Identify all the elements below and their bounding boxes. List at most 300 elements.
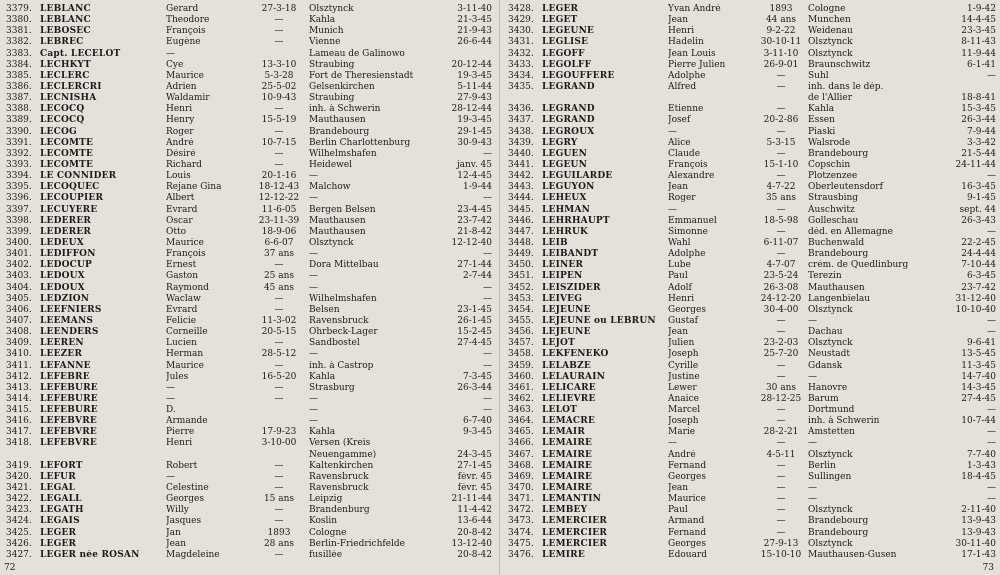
register-row <box>6 93 493 104</box>
death-date: 27-4-45 <box>457 338 492 349</box>
surname: LECOQUEC <box>40 182 100 193</box>
place-of-death: — <box>309 393 318 404</box>
birth-date: — <box>776 148 786 159</box>
entry-number: 3418. <box>6 438 32 449</box>
death-date: févr. 45 <box>457 471 492 482</box>
surname: LEGET <box>542 15 578 26</box>
register-row <box>6 427 493 438</box>
place-of-death: Piaski <box>808 126 836 137</box>
first-name: Claude <box>668 148 701 159</box>
surname: LEGRAND <box>542 81 595 92</box>
first-name: Roger <box>166 126 194 137</box>
birth-date: 37 ans <box>263 249 295 260</box>
register-row <box>6 349 493 360</box>
entry-number: 3474. <box>508 527 534 538</box>
first-name: Gustaf <box>668 315 698 326</box>
place-of-death: fusillée <box>309 549 343 560</box>
death-date: 23-4-45 <box>457 204 492 215</box>
place-of-death: — <box>309 405 318 416</box>
first-name: Waclaw <box>166 293 201 304</box>
birth-date: 10-7-15 <box>261 137 297 148</box>
birth-date: — <box>274 382 284 393</box>
birth-date: — <box>274 37 284 48</box>
left-register <box>6 4 493 561</box>
register-row <box>508 104 994 115</box>
entry-number: 3407. <box>6 315 32 326</box>
surname: LECNISHA <box>40 93 97 104</box>
place-of-death: Ravensbruck <box>309 471 369 482</box>
first-name: Marie <box>668 427 696 438</box>
page-number-left: 72 <box>4 563 16 573</box>
death-date: 7-9-44 <box>967 126 996 137</box>
place-of-death: Gelsenkirchen <box>309 81 375 92</box>
place-of-death: Berlin <box>808 460 836 471</box>
entry-number: 3438. <box>508 126 534 137</box>
birth-date: — <box>274 304 284 315</box>
page-number-right: 73 <box>982 563 994 573</box>
register-row <box>508 516 994 527</box>
death-date: — <box>483 293 492 304</box>
death-date: 26-6-44 <box>457 37 492 48</box>
death-date: janv. 45 <box>456 159 492 170</box>
entry-number: 3406. <box>6 304 32 315</box>
first-name: Henri <box>668 26 695 37</box>
entry-number: 3434. <box>508 70 534 81</box>
register-row <box>6 383 493 394</box>
surname: LEMBEY <box>542 505 588 516</box>
place-of-death: Leipzig <box>309 494 343 505</box>
first-name: Pierre Julien <box>668 59 726 70</box>
place-of-death: Mauthausen <box>808 282 865 293</box>
first-name: Adolphe <box>668 249 706 260</box>
death-date: 20-8-42 <box>457 527 492 538</box>
death-date: 26-3-44 <box>457 382 492 393</box>
birth-date: 27-9-13 <box>763 538 799 549</box>
first-name: Lewer <box>668 382 697 393</box>
register-row <box>508 438 994 449</box>
register-row <box>508 394 994 405</box>
first-name: Adrien <box>166 81 197 92</box>
birth-date: 30-4-00 <box>763 304 799 315</box>
surname: LELIEVRE <box>542 393 596 404</box>
surname: LECHKYT <box>40 59 91 70</box>
place-of-death: Dora Mittelbau <box>309 260 379 271</box>
place-of-death: Cologne <box>808 4 846 14</box>
death-date: — <box>483 148 492 159</box>
surname: LECOG <box>40 126 77 137</box>
register-row <box>508 528 994 539</box>
first-name: Josef <box>668 115 691 126</box>
place-of-death: inh. à Castrop <box>309 360 374 371</box>
birth-date: — <box>776 360 786 371</box>
death-date: 14-3-45 <box>961 382 996 393</box>
place-of-death: Hanovre <box>808 382 848 393</box>
entry-number: 3468. <box>508 460 534 471</box>
place-of-death: Mauthausen <box>309 215 366 226</box>
register-row <box>508 427 994 438</box>
place-of-death: Berlin Charlottenburg <box>309 137 411 148</box>
first-name: — <box>668 126 677 137</box>
register-row <box>6 294 493 305</box>
entry-number: 3417. <box>6 427 32 438</box>
entry-number: 3415. <box>6 405 32 416</box>
surname: LEIB <box>542 237 568 248</box>
death-date: 23-3-45 <box>961 26 996 37</box>
entry-number: 3430. <box>508 26 534 37</box>
birth-date: 15-10-10 <box>760 549 802 560</box>
birth-date: — <box>776 416 786 427</box>
register-row <box>508 383 994 394</box>
first-name: Hadelin <box>668 37 704 48</box>
death-date: 6-3-45 <box>967 271 996 282</box>
first-name: Louis <box>166 171 191 182</box>
death-date: 23-7-42 <box>961 282 996 293</box>
register-row <box>6 516 493 527</box>
birth-date: 4-7-07 <box>766 260 796 271</box>
place-of-death: Olsztynck <box>808 338 853 349</box>
surname: LEDERER <box>40 215 92 226</box>
register-row <box>508 539 994 550</box>
place-of-death: Amstetten <box>808 427 855 438</box>
birth-date: 5-3-15 <box>766 137 796 148</box>
register-row <box>508 483 994 494</box>
death-date: 27-9-43 <box>457 93 492 104</box>
surname: LECLERCRI <box>40 81 102 92</box>
entry-number: 3423. <box>6 505 32 516</box>
entry-number: 3463. <box>508 405 534 416</box>
death-date: — <box>987 70 996 81</box>
birth-date: 30-10-11 <box>760 37 802 48</box>
surname: LEFEBURE <box>40 393 98 404</box>
birth-date: — <box>274 26 284 37</box>
birth-date: 12-12-22 <box>258 193 300 204</box>
place-of-death: — <box>309 271 318 282</box>
birth-date: — <box>776 249 786 260</box>
register-row <box>6 316 493 327</box>
register-row <box>6 171 493 182</box>
place-of-death: Copschin <box>808 159 851 170</box>
register-row <box>6 461 493 472</box>
surname: LEGER <box>542 4 579 14</box>
place-of-death: Sandbostel <box>309 338 360 349</box>
birth-date: — <box>776 327 786 338</box>
surname: LECOMTE <box>40 148 94 159</box>
place-of-death: de l'Allier <box>808 93 853 104</box>
surname: LEHEUX <box>542 193 587 204</box>
birth-date: 25 ans <box>263 271 295 282</box>
surname: LEMAIRE <box>542 483 593 494</box>
place-of-death: Lameau de Galinowo <box>309 48 405 59</box>
register-row <box>6 205 493 216</box>
register-row <box>6 49 493 60</box>
birth-date: 11-6-05 <box>261 204 297 215</box>
place-of-death: Wilhelmshafen <box>309 148 377 159</box>
death-date: 20-8-42 <box>457 549 492 560</box>
first-name: Etienne <box>668 104 704 115</box>
death-date: 13-6-44 <box>457 516 492 527</box>
surname: LEFEBVRE <box>40 427 97 438</box>
birth-date: — <box>776 438 786 449</box>
birth-date: 35 ans <box>765 193 797 204</box>
entry-number: 3409. <box>6 338 32 349</box>
right-register <box>508 4 994 561</box>
register-row <box>508 416 994 427</box>
death-date: 8-11-43 <box>961 37 996 48</box>
surname: LEGOFF <box>542 48 585 59</box>
first-name: Armand <box>668 516 705 527</box>
birth-date: 15 ans <box>263 494 295 505</box>
surname: LEHMAN <box>542 204 591 215</box>
register-row <box>508 305 994 316</box>
register-row <box>6 127 493 138</box>
register-row <box>6 305 493 316</box>
register-row <box>508 294 994 305</box>
place-of-death: Heidewel <box>309 159 353 170</box>
entry-number: 3449. <box>508 249 534 260</box>
surname: LEISZIDER <box>542 282 601 293</box>
first-name: Robert <box>166 460 198 471</box>
surname: LEGOLFF <box>542 59 592 70</box>
place-of-death: Kahla <box>808 104 835 115</box>
place-of-death: Olsztynck <box>309 4 354 14</box>
death-date: 1-3-43 <box>967 460 996 471</box>
first-name: Raymond <box>166 282 209 293</box>
entry-number: 3379. <box>6 4 32 14</box>
register-row <box>6 26 493 37</box>
birth-date: 18-5-98 <box>763 215 799 226</box>
entry-number: 3387. <box>6 93 32 104</box>
surname: LEGEUN <box>542 159 588 170</box>
surname: LECLERC <box>40 70 90 81</box>
register-row <box>508 505 994 516</box>
birth-date: — <box>274 516 284 527</box>
register-row <box>508 71 994 82</box>
place-of-death: Strasburg <box>309 382 355 393</box>
death-date: 2-11-40 <box>961 505 996 516</box>
surname: LEGUYON <box>542 182 595 193</box>
register-row <box>6 271 493 282</box>
surname: LELABZE <box>542 360 591 371</box>
surname: LEGUEN <box>542 148 588 159</box>
place-of-death: Weidenau <box>808 26 853 37</box>
first-name: Adolphe <box>668 70 706 81</box>
birth-date: — <box>776 104 786 115</box>
place-of-death: Strausbing <box>808 193 859 204</box>
birth-date: 20-2-86 <box>763 115 799 126</box>
place-of-death: — <box>808 438 817 449</box>
place-of-death: Olsztynck <box>309 237 354 248</box>
register-row <box>508 338 994 349</box>
entry-number: 3382. <box>6 37 32 48</box>
place-of-death: Olsztynck <box>808 48 853 59</box>
surname: LEIVEG <box>542 293 583 304</box>
death-date: 31-12-40 <box>955 293 996 304</box>
death-date: 12-4-45 <box>457 171 492 182</box>
place-of-death: Neustadt <box>808 349 850 360</box>
entry-number: 3401. <box>6 249 32 260</box>
place-of-death: Kahla <box>309 15 336 26</box>
death-date: 13-9-43 <box>961 516 996 527</box>
first-name: Oscar <box>166 215 193 226</box>
death-date: 9-1-45 <box>967 193 996 204</box>
place-of-death: Kahla <box>309 427 336 438</box>
surname: LEGALL <box>40 494 82 505</box>
surname: LEDZION <box>40 293 90 304</box>
surname: LEMAIRE <box>542 438 593 449</box>
death-date: 27-4-45 <box>961 393 996 404</box>
place-of-death: Munich <box>309 26 344 37</box>
first-name: — <box>668 438 677 449</box>
entry-number: 3441. <box>508 159 534 170</box>
place-of-death: Oberleutensdorf <box>808 182 883 193</box>
entry-number: 3432. <box>508 48 534 59</box>
register-row <box>508 160 994 171</box>
entry-number: 3404. <box>6 282 32 293</box>
birth-date: 23-11-39 <box>258 215 300 226</box>
entry-number: 3412. <box>6 371 32 382</box>
first-name: Julien <box>668 338 695 349</box>
death-date: 23-1-45 <box>457 304 492 315</box>
birth-date: — <box>776 204 786 215</box>
register-row <box>6 238 493 249</box>
birth-date: — <box>274 260 284 271</box>
death-date: 3-3-42 <box>967 137 996 148</box>
surname: LECOMTE <box>40 159 94 170</box>
death-date: — <box>483 393 492 404</box>
register-row <box>508 149 994 160</box>
register-row <box>6 416 493 427</box>
register-row <box>508 349 994 360</box>
birth-date: — <box>274 483 284 494</box>
place-of-death: Munchen <box>808 15 851 26</box>
entry-number: 3422. <box>6 494 32 505</box>
first-name: — <box>166 393 175 404</box>
entry-number: 3395. <box>6 182 32 193</box>
first-name: François <box>668 159 708 170</box>
register-row <box>6 15 493 26</box>
surname: LEJEUNE <box>542 327 591 338</box>
entry-number: 3471. <box>508 494 534 505</box>
surname: LECOCQ <box>40 104 85 115</box>
birth-date: 17-9-23 <box>261 427 297 438</box>
birth-date: — <box>776 226 786 237</box>
register-row <box>508 138 994 149</box>
birth-date: 1893 <box>267 527 291 538</box>
birth-date: — <box>776 405 786 416</box>
surname: LEFEBVRE <box>40 438 97 449</box>
death-date: 23-7-42 <box>457 215 492 226</box>
entry-number: 3421. <box>6 483 32 494</box>
entry-number: 3435. <box>508 81 534 92</box>
birth-date: 27-3-18 <box>261 4 297 14</box>
entry-number: 3414. <box>6 393 32 404</box>
entry-number: 3396. <box>6 193 32 204</box>
birth-date: — <box>776 516 786 527</box>
place-of-death: Golleschau <box>808 215 859 226</box>
first-name: Alexandre <box>668 171 715 182</box>
entry-number: 3413. <box>6 382 32 393</box>
place-of-death: inh. à Schwerin <box>808 416 880 427</box>
register-row <box>508 4 994 15</box>
place-of-death: Ravensbruck <box>309 483 369 494</box>
surname: LEFEBVRE <box>40 416 97 427</box>
register-row <box>6 37 493 48</box>
entry-number: 3436. <box>508 104 534 115</box>
place-of-death: — <box>309 193 318 204</box>
birth-date: — <box>776 315 786 326</box>
first-name: Cyrille <box>668 360 699 371</box>
surname: LEHRHAUPT <box>542 215 610 226</box>
register-row <box>508 115 994 126</box>
place-of-death: Neuengamme) <box>309 449 377 460</box>
place-of-death: Straubing <box>309 59 355 70</box>
first-name: Fernand <box>668 460 707 471</box>
first-name: Jean <box>668 483 689 494</box>
place-of-death: Olsztynck <box>808 304 853 315</box>
surname: LEINER <box>542 260 584 271</box>
entry-number: 3472. <box>508 505 534 516</box>
surname: LELOT <box>542 405 578 416</box>
first-name: Maurice <box>166 360 204 371</box>
birth-date: 6-11-07 <box>763 237 799 248</box>
first-name: Henry <box>166 115 195 126</box>
register-row <box>6 338 493 349</box>
register-row <box>508 461 994 472</box>
entry-number: 3416. <box>6 416 32 427</box>
place-of-death: Mauthausen <box>309 115 366 126</box>
death-date: — <box>987 438 996 449</box>
birth-date: 23-2-03 <box>763 338 799 349</box>
birth-date: — <box>776 527 786 538</box>
death-date: 13-5-45 <box>961 349 996 360</box>
entry-number: 3476. <box>508 549 534 560</box>
first-name: Henri <box>166 104 193 115</box>
death-date: sept. 44 <box>959 204 996 215</box>
register-row <box>508 216 994 227</box>
entry-number: 3400. <box>6 237 32 248</box>
first-name: Fernand <box>668 527 707 538</box>
register-row <box>6 60 493 71</box>
death-date: 9-6-41 <box>967 338 996 349</box>
birth-date: — <box>274 360 284 371</box>
entry-number: 3381. <box>6 26 32 37</box>
birth-date: 10-9-43 <box>261 93 297 104</box>
first-name: D. <box>166 405 176 416</box>
surname: LEBREC <box>40 37 84 48</box>
death-date: 9-3-45 <box>463 427 492 438</box>
birth-date: 24-12-20 <box>760 293 802 304</box>
birth-date: 11-3-02 <box>261 315 297 326</box>
first-name: Evrard <box>166 304 198 315</box>
entry-number: 3475. <box>508 538 534 549</box>
first-name: Jean <box>668 327 689 338</box>
register-row <box>6 104 493 115</box>
entry-number: 3405. <box>6 293 32 304</box>
entry-number: 3439. <box>508 137 534 148</box>
first-name: Jean <box>668 182 689 193</box>
death-date: 26-3-44 <box>961 115 996 126</box>
surname: LEEMANS <box>40 315 94 326</box>
surname: LECOUPIER <box>40 193 104 204</box>
register-row <box>508 249 994 260</box>
first-name: André <box>668 449 696 460</box>
death-date: 24-3-45 <box>457 449 492 460</box>
entry-number: 3419. <box>6 460 32 471</box>
register-row <box>508 93 994 104</box>
birth-date: — <box>274 460 284 471</box>
entry-number: 3399. <box>6 226 32 237</box>
surname: LEJEUNE <box>542 304 591 315</box>
